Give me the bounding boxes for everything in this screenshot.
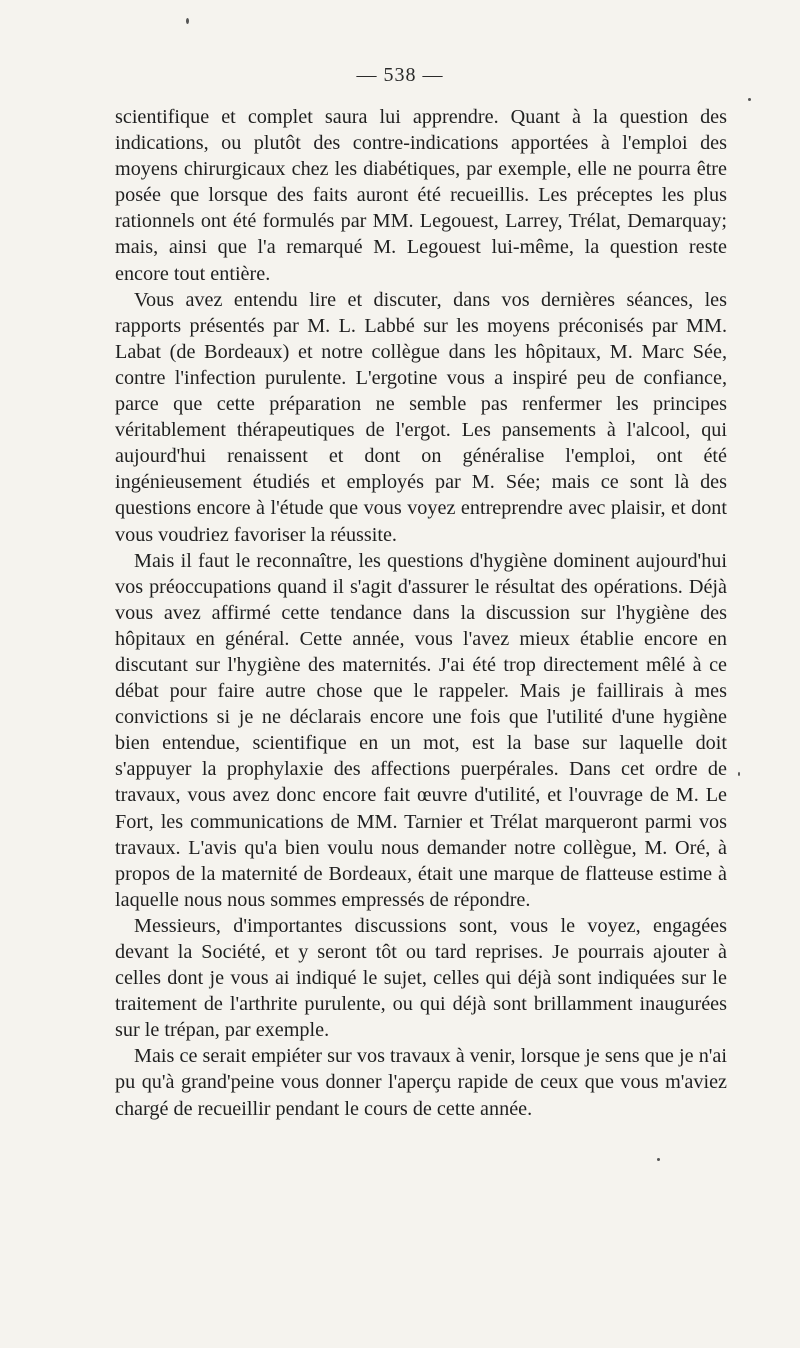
- paragraph-4: Messieurs, d'importantes discussions sont, vous le voyez, engagées devant la Société, et y seront tôt ou tard reprises. Je pourrais ajouter à celles dont je vous ai indiqué le sujet, celles qui déjà sont indiquées sur le traitement de l'arthrite purulente, ou qui déjà sont brillamment inaugurées sur le trépan, par exemple.: [115, 914, 727, 1042]
- scan-speck: [738, 772, 740, 776]
- page-number: — 538 —: [356, 64, 444, 86]
- scan-speck: [186, 18, 189, 24]
- paragraph-2: Vous avez entendu lire et discuter, dans vos dernières séances, les rapports présentés par M. L. Labbé sur les moyens préconisés par MM. Labat (de Bordeaux) et notre collègue dans les hôpitaux, M. Marc Sée, contre l'infection purulente. L'ergotine vous a inspiré peu de confiance, parce que cette préparation ne semble pas renfermer les principes véritablement thérapeutiques de l'ergot. Les pansements à l'alcool, qui aujourd'hui renaissent et dont on généralise l'emploi, ont été ingénieusement étudiés et employés par M. Sée; mais ce sont là des questions encore à l'étude que vous voyez entreprendre avec plaisir, et dont vous voudriez favoriser la réussite.: [115, 288, 727, 546]
- scan-speck: [657, 1158, 660, 1161]
- scan-speck: [748, 98, 751, 101]
- paragraph-3: Mais il faut le reconnaître, les questions d'hygiène dominent aujourd'hui vos préoccupations quand il s'agit d'assurer le résultat des opérations. Déjà vous avez affirmé cette tendance dans la discussion sur l'hygiène des hôpitaux en général. Cette année, vous l'avez mieux établie encore en discutant sur l'hygiène des maternités. J'ai été trop directement mêlé à ce débat pour faire autre chose que le rappeler. Mais je faillirais à mes convictions si je ne déclarais encore une fois que l'utilité d'une hygiène bien entendue, scientifique en un mot, est la base sur laquelle doit s'appuyer la prophylaxie des affections puerpérales. Dans cet ordre de travaux, vous avez donc encore fait œuvre d'utilité, et l'ouvrage de M. Le Fort, les communications de MM. Tarnier et Trélat marqueront parmi vos travaux. L'avis qu'a bien voulu nous demander notre collègue, M. Oré, à propos de la maternité de Bordeaux, était une marque de flatteuse estime à laquelle nous nous sommes empressés de répondre.: [115, 549, 727, 911]
- body-text: [115, 104, 727, 1122]
- paragraph-5: Mais ce serait empiéter sur vos travaux à venir, lorsque je sens que je n'ai pu qu'à grand'peine vous donner l'aperçu rapide de ceux que vous m'aviez chargé de recueillir pendant le cours de cette année.: [115, 1045, 727, 1120]
- paragraph-1: scientifique et complet saura lui apprendre. Quant à la question des indications, ou plutôt des contre-indications apportées à l'emploi des moyens chirurgicaux chez les diabétiques, par exemple, elle ne pourra être posée que lorsque des faits auront été recueillis. Les préceptes les plus rationnels ont été formulés par MM. Legouest, Larrey, Trélat, Demarquay; mais, ainsi que l'a remarqué M. Legouest lui-même, la question reste encore tout entière.: [115, 106, 727, 285]
